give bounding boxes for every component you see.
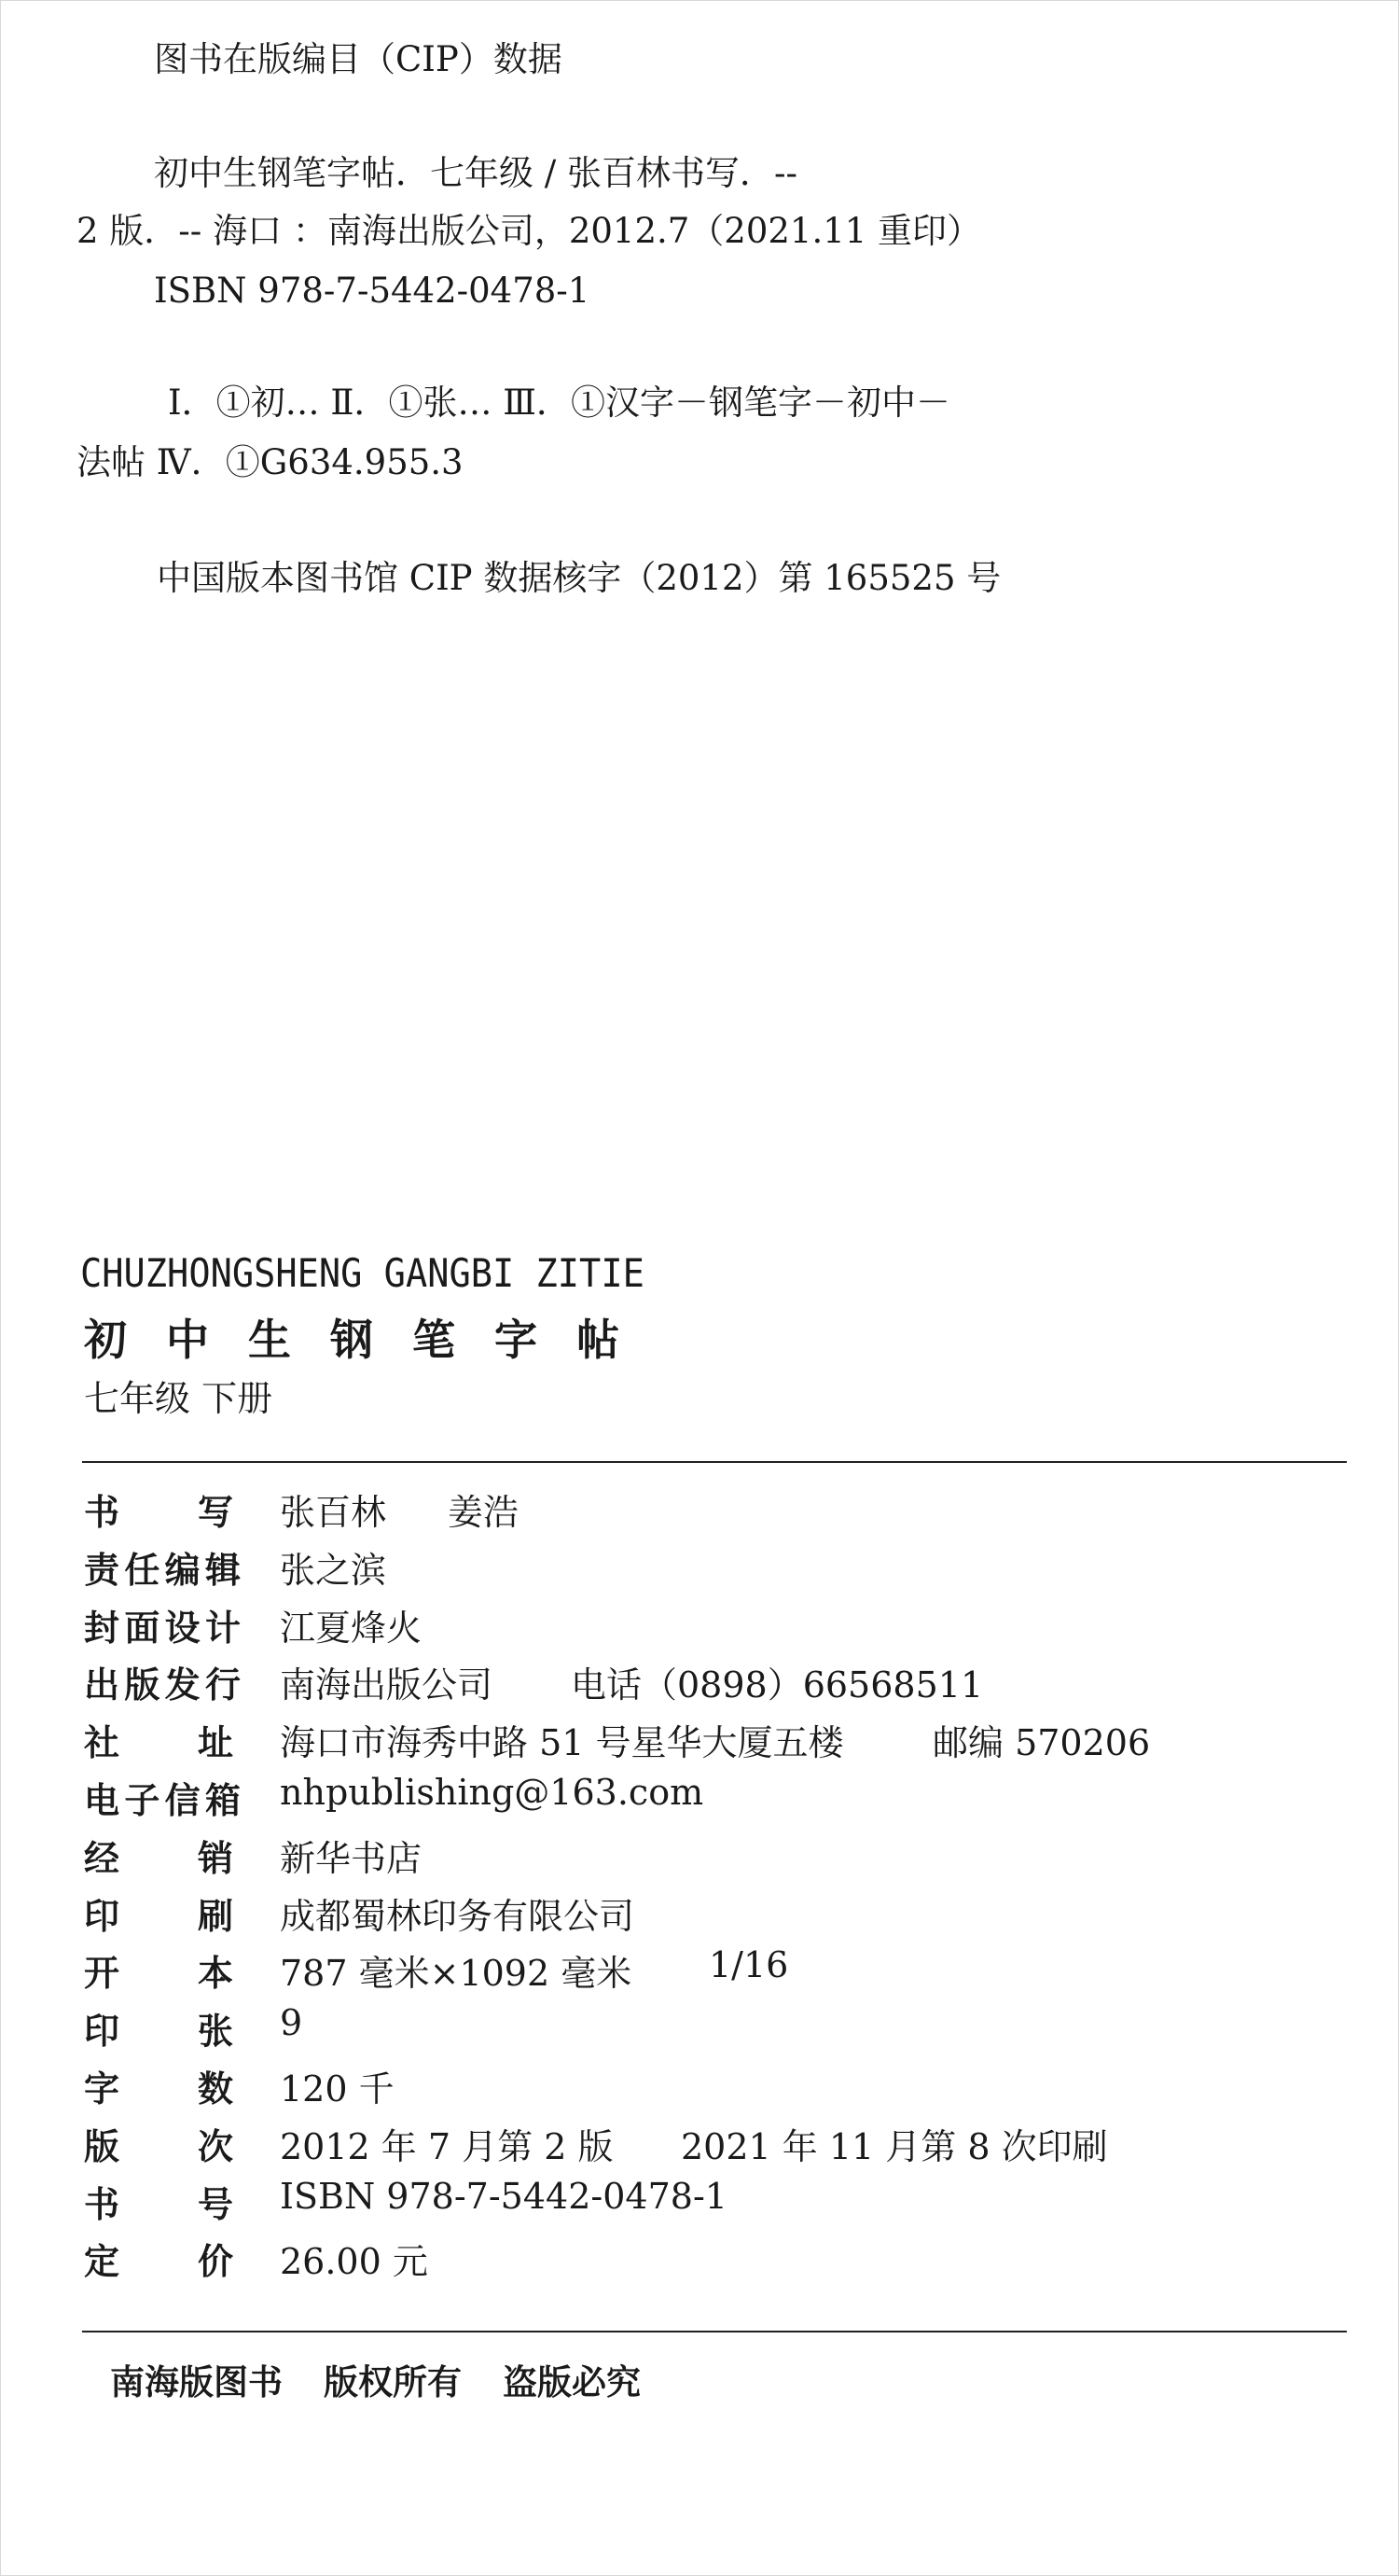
info-label bbox=[84, 1483, 233, 1535]
info-value-part: 南海出版公司 bbox=[280, 1664, 493, 1706]
info-value bbox=[280, 2002, 302, 2043]
info-value-part: 9 bbox=[280, 2002, 303, 2044]
info-value bbox=[280, 1772, 703, 1813]
info-value-part: 张百林 bbox=[280, 1492, 387, 1533]
info-value-part: ISBN 978-7-5442-0478-1 bbox=[280, 2175, 727, 2217]
info-label bbox=[84, 2060, 233, 2111]
info-label-char: 任 bbox=[124, 1549, 160, 1591]
info-label-char: 本 bbox=[197, 1953, 233, 1995]
info-label-char: 封 bbox=[84, 1607, 120, 1649]
info-label-char: 开 bbox=[84, 1953, 120, 1995]
info-label-char: 印 bbox=[84, 1895, 120, 1937]
info-value bbox=[280, 1887, 634, 1939]
info-label bbox=[84, 1656, 241, 1707]
info-label-char: 面 bbox=[124, 1607, 160, 1649]
info-value bbox=[280, 1830, 422, 1881]
info-label bbox=[84, 2002, 233, 2054]
info-value-part: 张之滨 bbox=[280, 1549, 387, 1591]
info-label-char: 刷 bbox=[197, 1895, 233, 1937]
info-value bbox=[280, 2176, 727, 2217]
info-value-part: 新华书店 bbox=[280, 1837, 422, 1879]
info-value-part: 26.00 元 bbox=[280, 2241, 428, 2283]
info-label-char: 发 bbox=[164, 1664, 201, 1706]
info-value-part: 姜浩 bbox=[448, 1492, 519, 1533]
info-label bbox=[84, 2233, 233, 2284]
pinyin-title: CHUZHONGSHENG GANGBI ZITIE bbox=[80, 1250, 644, 1296]
info-value-part: 120 千 bbox=[280, 2068, 395, 2110]
top-divider bbox=[82, 1461, 1347, 1463]
info-label-char: 社 bbox=[84, 1722, 120, 1764]
info-label bbox=[84, 2118, 233, 2169]
info-label-char: 行 bbox=[204, 1664, 241, 1706]
info-value bbox=[280, 2118, 1108, 2169]
info-label bbox=[84, 1599, 241, 1650]
info-label bbox=[84, 1714, 233, 1765]
info-label-char: 书 bbox=[84, 2183, 120, 2225]
cip-line-edition: 2 版．-- 海口 ：南海出版公司，2012.7（2021.11 重印） bbox=[76, 211, 982, 251]
info-value bbox=[280, 1541, 386, 1593]
info-label-char: 字 bbox=[84, 2068, 120, 2110]
info-value-part: 海口市海秀中路 51 号星华大厦五楼 bbox=[280, 1722, 844, 1764]
info-label-char: 次 bbox=[197, 2125, 233, 2167]
info-label-char: 写 bbox=[197, 1492, 233, 1533]
info-label bbox=[84, 2176, 233, 2227]
info-label-char: 箱 bbox=[204, 1780, 241, 1821]
cip-approval-number: 中国版本图书馆 CIP 数据核字（2012）第 165525 号 bbox=[157, 558, 1002, 598]
info-label-char: 定 bbox=[84, 2241, 120, 2283]
info-label-char: 设 bbox=[164, 1607, 201, 1649]
info-label-char: 印 bbox=[84, 2011, 120, 2053]
info-label-char: 子 bbox=[124, 1780, 160, 1821]
info-value bbox=[280, 1599, 422, 1650]
info-label-char: 数 bbox=[197, 2068, 233, 2110]
info-value bbox=[280, 1944, 789, 1996]
info-label-char: 计 bbox=[204, 1607, 241, 1649]
info-value-part: 江夏烽火 bbox=[280, 1607, 422, 1649]
info-label-char: 销 bbox=[197, 1837, 233, 1879]
info-label-char: 址 bbox=[197, 1722, 233, 1764]
bottom-divider bbox=[82, 2331, 1347, 2332]
cip-heading: 图书在版编目（CIP）数据 bbox=[154, 39, 562, 79]
info-label-char: 电 bbox=[84, 1780, 120, 1821]
info-label-char: 信 bbox=[164, 1780, 201, 1821]
cip-line-title: 初中生钢笔字帖．七年级 / 张百林书写．-- bbox=[154, 153, 797, 193]
info-value bbox=[280, 1483, 519, 1535]
info-value bbox=[280, 1656, 984, 1707]
footer-piracy: 盗版必究 bbox=[503, 2362, 641, 2402]
info-label-char: 价 bbox=[197, 2241, 233, 2283]
info-value bbox=[280, 2060, 395, 2111]
info-label-char: 版 bbox=[84, 2125, 120, 2167]
info-value-part: 成都蜀林印务有限公司 bbox=[280, 1895, 635, 1937]
info-label-char: 辑 bbox=[204, 1549, 241, 1591]
info-label bbox=[84, 1541, 241, 1593]
volume-label: 七年级 下册 bbox=[84, 1378, 273, 1419]
info-value bbox=[280, 2233, 428, 2284]
footer-rights: 版权所有 bbox=[324, 2362, 462, 2402]
info-label-char: 编 bbox=[164, 1549, 201, 1591]
footer-publisher: 南海版图书 bbox=[110, 2362, 283, 2402]
info-label bbox=[84, 1830, 233, 1881]
info-label-char: 责 bbox=[84, 1549, 120, 1591]
info-label-char: 出 bbox=[84, 1664, 120, 1706]
info-label-char: 张 bbox=[197, 2011, 233, 2053]
cip-classification-1: Ⅰ．①初… Ⅱ．①张… Ⅲ．①汉字－钢笔字－初中－ bbox=[168, 383, 950, 423]
cip-isbn: ISBN 978-7-5442-0478-1 bbox=[154, 271, 590, 311]
info-value-part: 邮编 570206 bbox=[933, 1722, 1151, 1764]
copyright-footer bbox=[110, 2354, 682, 2404]
book-title: 初中生钢笔字帖 bbox=[84, 1315, 658, 1365]
info-value bbox=[280, 1714, 1151, 1765]
info-value-part: nhpublishing@163.com bbox=[280, 1772, 704, 1813]
info-label-char: 经 bbox=[84, 1837, 120, 1879]
info-label-char: 号 bbox=[197, 2183, 233, 2225]
info-label-char: 书 bbox=[84, 1492, 120, 1533]
info-value-part: 787 毫米×1092 毫米 bbox=[280, 1953, 632, 1995]
cip-classification-2: 法帖 Ⅳ．①G634.955.3 bbox=[76, 442, 464, 482]
info-value-part: 2012 年 7 月第 2 版 bbox=[280, 2125, 614, 2167]
info-label bbox=[84, 1887, 233, 1939]
info-label-char: 版 bbox=[124, 1664, 160, 1706]
info-label bbox=[84, 1944, 233, 1996]
info-value-part: 电话（0898）66568511 bbox=[571, 1664, 984, 1706]
info-value-part: 1/16 bbox=[709, 1944, 789, 1986]
info-value-part: 2021 年 11 月第 8 次印刷 bbox=[681, 2125, 1108, 2167]
info-label bbox=[84, 1772, 241, 1823]
